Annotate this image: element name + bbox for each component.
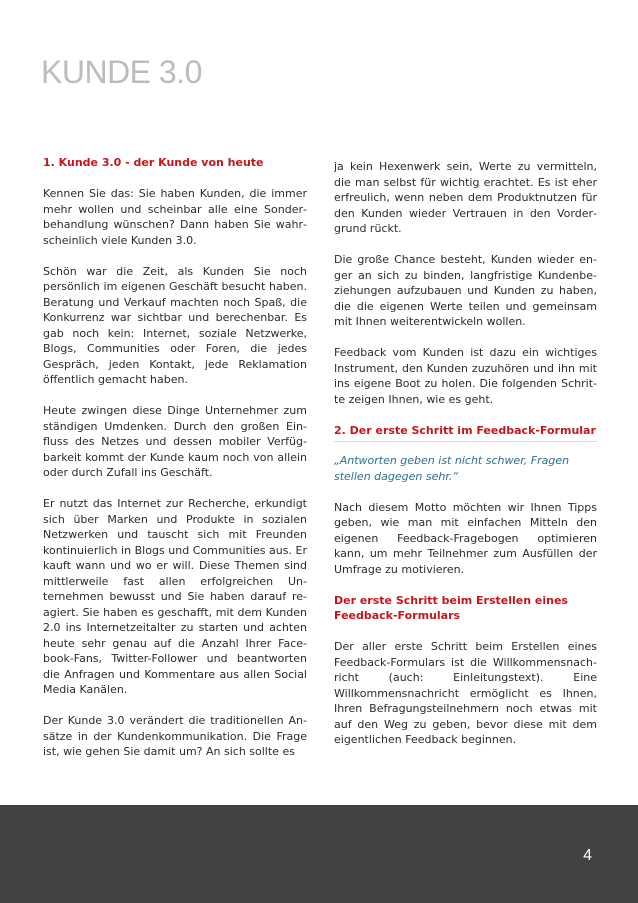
paragraph: Die große Chance besteht, Kunden wieder enger an sich zu binden, langfristige Kundenbeziehungen aufzubauen und Kunden zu haben, die die eigenen Werte teilen und gemeinsam mit Ihnen weiterentwickeln wollen. xyxy=(334,253,597,328)
section-heading-feedback-formular: 2. Der erste Schritt im Feedback-Formular xyxy=(334,423,597,443)
subheading-erster-schritt: Der erste Schritt beim Erstellen eines Feedback-Formulars xyxy=(334,593,568,622)
page-title: KUNDE 3.0 xyxy=(41,54,202,90)
paragraph: ja kein Hexenwerk sein, Werte zu vermitteln, die man selbst für wichtig erachtet. Es ist eher erfreulich, wenn neben dem Produktnutzen für den Kunden wieder Vertrauen in den Vordergrund rückt. xyxy=(334,160,597,235)
paragraph: Der Kunde 3.0 verändert die traditionellen Ansätze in der Kundenkommunikation. Die Frage ist, wie gehen Sie damit um? An sich sollte es xyxy=(43,714,307,758)
paragraph: Schön war die Zeit, als Kunden Sie noch persönlich im eigenen Geschäft besucht haben. Beratung und Verkauf machten noch Spaß, die Konkurrenz war sichtbar und berechenbar. Es gab noch kein: Internet, soziale Netzwerke, Blogs, Communities oder Foren, die jedes Gespräch, jeden Kontakt, jede Reklamation öffentlich gemacht haben. xyxy=(43,264,307,386)
page-number: 4 xyxy=(583,847,592,864)
section-heading-kunde-3-0: 1. Kunde 3.0 - der Kunde von heute xyxy=(43,156,264,169)
paragraph: Der aller erste Schritt beim Erstellen eines Feedback-Formulars ist die Willkommensnachricht (auch: Einleitungstext). Eine Willkommensnachricht ermöglicht es Ihnen, Ihren Befragungsteilnehmern noch etwas mit auf den Weg zu geben, bevor diese mit dem eigentlichen Feedback beginnen. xyxy=(334,640,597,746)
paragraph: Nach diesem Motto möchten wir Ihnen Tipps geben, wie man mit einfachen Mitteln den eigenen Feedback-Fragebogen optimieren kann, um mehr Teilnehmer zum Ausfüllen der Umfrage zu motivieren. xyxy=(334,500,597,576)
page-footer xyxy=(0,805,638,903)
paragraph: Er nutzt das Internet zur Recherche, erkundigt sich über Marken und Produkte in sozialen Netzwerken und tauscht sich mit Freunden kontinuierlich in Blogs und Communities aus. Er kauft wann und wo er will. Diese Themen sind mittlerweile fast allen erfolgreichen Unternehmen bewusst und Sie haben darauf reagiert. Sie haben es geschafft, mit dem Kunden 2.0 ins Internetzeitalter zu starten und achten heute sehr genau auf die Anzahl Ihrer Facebook-Fans, Twitter-Follower und beantworten die Anfragen und Kommentare aus allen Social Media Kanälen. xyxy=(43,497,307,696)
right-column xyxy=(334,159,597,763)
left-column xyxy=(43,155,307,775)
motto-quote: „Antworten geben ist nicht schwer, Fragen stellen dagegen sehr.“ xyxy=(334,454,570,483)
paragraph: Kennen Sie das: Sie haben Kunden, die immer mehr wollen und scheinbar alle eine Sonderbehandlung wünschen? Dann haben Sie wahrscheinlich viele Kunden 3.0. xyxy=(43,187,307,247)
paragraph: Feedback vom Kunden ist dazu ein wichtiges Instrument, den Kunden zuzuhören und ihn mit ins eigene Boot zu holen. Die folgenden Schritte zeigen Ihnen, wie es geht. xyxy=(334,346,597,406)
paragraph: Heute zwingen diese Dinge Unternehmer zum ständigen Umdenken. Durch den großen Einfluss des Netzes und dessen mobiler Verfügbarkeit kommt der Kunde kaum noch von allein oder durch Zufall ins Geschäft. xyxy=(43,404,307,479)
